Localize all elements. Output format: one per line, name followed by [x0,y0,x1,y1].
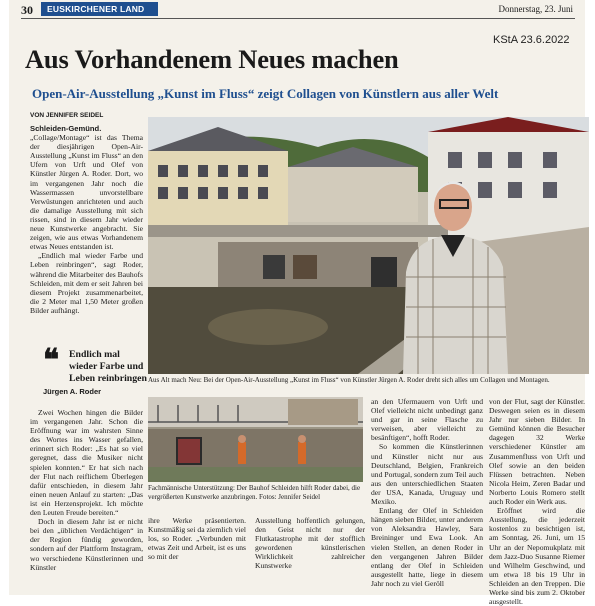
article-column-3 [255,516,365,571]
page-number: 30 [21,3,33,17]
source-stamp: KStA 23.6.2022 [493,34,570,46]
issue-date: Donnerstag, 23. Juni [498,4,573,14]
paragraph: Ausstellung hoffentlich gelungen, den Geist nicht nur der Flutkatastrophe mit der stofflich gewordenen künstlerischen Wirklichkeit zahlreicher Kunstwerke [255,516,365,571]
quote-mark-icon: ❝ [43,344,60,377]
paragraph: Entlang der Olef in Schleiden hängen sieben Bilder, unter anderem von Aleksandra Hawley, Sara Breininger und Ewa Look. An vielen Stellen, an denen Roder in den vergangenen Jahren Bilder entlang der Olef in Schleiden ausgestellt hatte, liege in diesem Jahr noch zu viel Geröll [371,506,483,588]
dateline: Schleiden-Gemünd. [30,124,102,133]
secondary-photo-caption: Fachmännische Unterstützung: Der Bauhof Schleiden hilft Roder dabei, die vergrößerten Kunstwerke anzubringen. Fotos: Jennifer Seidel [148,484,361,501]
pull-quote-author: Jürgen A. Roder [43,387,102,396]
headline: Aus Vorhandenem Neues machen [25,44,399,74]
paragraph: So kommen die Künstlerinnen und Künstler nicht nur aus Deutschland, Belgien, Frankreich und Portugal, sondern zum Teil auch aus den unterschiedlichen Staaten der USA, Kanada, Uruguay und Mexiko. [371,442,483,507]
paragraph: von der Flut, sagt der Künstler. Deswegen seien es in diesem Jahr nur sieben Bilder. In Gemünd können die Besucher dagegen 32 Werke verschiedener Künstler am Zusammenfluss von Urft und Olef sowie an den beiden Flüssen betrachten. Neben Nicola Heim, Zeren Badar und Norberto Louis Romero stellt auch Roder ein Werk aus. [489,397,585,507]
paragraph: an den Ufermauern von Urft und Olef vielleicht nicht unbedingt ganz und gar in seine Flasche zu verweisen, aber vielleicht zu besänftigen“, hofft Roder. [371,397,483,443]
header-rule [21,18,575,19]
article-column-1-continued [30,408,143,572]
paragraph: ihre Werke präsentierten. Kunstmäßig sei da ziemlich viel los, so Roder. „Verbunden mit etwas Zeit und Arbeit, ist es uns so mit der [148,516,246,562]
paragraph: „Endlich mal wieder Farbe und Leben reinbringen“, sagt Roder, während die Mitarbeiter des Bauhofs Schleiden, mit dem er seit Jahren bei diesem Projekt zusammenarbeitet, die 2 Meter mal 1,50 Meter großen Bilder aufhängt. [30,251,143,315]
newspaper-page [9,0,585,606]
paragraph: Zwei Wochen hingen die Bilder im vergangenen Jahr. Schon die Eröffnung war im wahrsten Sinne des Wortes ins Wasser gefallen, erinnert sich Roder: „Es hat so viel geregnet, dass die Musiker nicht spielen konnten.“ Er hat sich nach der Flut nach reiflichem Überlegen dafür entschieden, in diesem Jahr einen neuen Anlauf zu starten: „Das ist ein Herzensprojekt. Ich möchte den Leuten Freude bereiten.“ [30,408,143,518]
article-column-5 [489,397,585,606]
byline: VON JENNIFER SEIDEL [30,112,104,119]
article-column-2 [148,516,246,561]
main-photo-caption: Aus Alt mach Neu: Bei der Open-Air-Ausstellung „Kunst im Fluss“ von Künstler Jürgen A. Roder dreht sich alles um Collagen und Montagen. [148,376,550,384]
main-photo [148,117,589,374]
article-column-4 [371,397,483,588]
paragraph: Eröffnet wird die Ausstellung, die jederzeit kostenlos zu besichtigen ist, am Sonntag, 26. Juni, um 15 Uhr an der Nepomukplatz mit dem Jazz-Duo Susanne Riemer und Wilhelm Geschwind, und um etwa 18 bis 19 Uhr in Schleiden an den Treppen. Die Werke sind bis zum 2. Oktober ausgestellt. [489,506,585,606]
paragraph: Doch in diesem Jahr ist er nicht bei den „üblichen Verdächtigen“ in der Region fündig geworden, sondern auf der Plattform Instagram, wo verschiedene Künstlerinnen und Künstler [30,517,143,572]
section-label: EUSKIRCHENER LAND [41,2,158,16]
paragraph: „Collage/Montage“ ist das Thema der diesjährigen Open-Air-Ausstellung „Kunst im Fluss“ an den Ufern von Urft und Olef von Künstler Jürgen A. Roder. Dort, wo im vergangenen Jahr noch die Wassermassen unvorstellbare Verwüstungen anrichteten und auch die damalige Ausstellung mit sich rissen, sind in diesem Jahr wieder neue Kunstwerke angebracht. Sie zeigen, wie aus etwas Vorhandenem etwas Neues entstanden ist. [30,133,143,252]
pull-quote: Endlich mal wieder Farbe und Leben reinbringen [69,349,147,384]
secondary-photo [148,397,363,482]
subheadline: Open-Air-Ausstellung „Kunst im Fluss“ zeigt Collagen von Künstlern aus aller Welt [32,86,499,101]
article-column-1 [30,124,143,315]
